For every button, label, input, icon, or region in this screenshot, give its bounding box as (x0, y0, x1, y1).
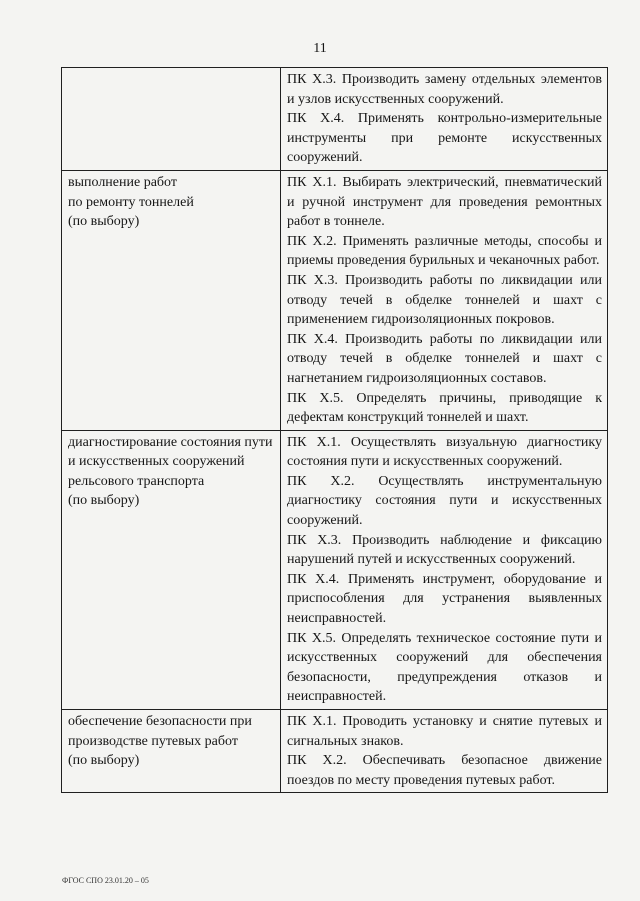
activity-line: (по выбору) (68, 753, 140, 769)
page-number: 11 (313, 41, 327, 56)
table-row (62, 68, 608, 171)
competency-item: ПК Х.1. Проводить установку и снятие путевых и сигнальных знаков. (287, 714, 602, 749)
activity-line: обеспечение безопасности при производстве путевых работ (68, 714, 252, 749)
competency-item: ПК Х.1. Выбирать электрический, пневматический и ручной инструмент для проведения ремонтных работ в тоннеле. (287, 174, 602, 230)
competencies-cell (281, 170, 608, 430)
competency-item: ПК Х.3. Производить наблюдение и фиксацию нарушений путей и искусственных сооружений. (287, 532, 602, 568)
competencies-cell (281, 430, 608, 709)
competency-table (61, 67, 608, 793)
competency-item: ПК Х.2. Применять различные методы, способы и приемы проведения бурильных и чеканочных работ. (287, 233, 602, 269)
table-row (62, 710, 608, 793)
activity-line: (по выбору) (68, 493, 140, 509)
competency-item: ПК Х.2. Обеспечивать безопасное движение поездов по месту проведения путевых работ. (287, 753, 602, 788)
activity-line: и искусственных сооружений рельсового транспорта (68, 454, 245, 489)
competency-item: ПК Х.4. Применять инструмент, оборудование и приспособления для устранения выявленных неисправностей. (287, 571, 602, 627)
activity-line: по ремонту тоннелей (68, 194, 194, 210)
activity-line: выполнение работ (68, 174, 177, 190)
competency-item: ПК Х.3. Производить замену отдельных элементов и узлов искусственных сооружений. (287, 72, 602, 107)
activity-cell (62, 430, 281, 709)
activity-line: (по выбору) (68, 214, 140, 230)
competency-item: ПК Х.2. Осуществлять инструментальную диагностику состояния пути и искусственных сооружений. (287, 473, 602, 529)
competencies-cell (281, 710, 608, 793)
footer-document-code: ФГОС СПО 23.01.20 – 05 (62, 876, 149, 885)
table-body (62, 68, 608, 793)
activity-cell (62, 68, 281, 171)
activity-cell (62, 170, 281, 430)
competency-item: ПК Х.1. Осуществлять визуальную диагностику состояния пути и искусственных сооружений. (287, 434, 602, 470)
activity-cell (62, 710, 281, 793)
competency-item: ПК Х.3. Производить работы по ликвидации или отводу течей в обделке тоннелей и шахт с применением гидроизоляционных покровов. (287, 272, 602, 328)
table-row (62, 430, 608, 709)
competencies-cell (281, 68, 608, 171)
competency-item: ПК Х.4. Применять контрольно-измерительные инструменты при ремонте искусственных сооружений. (287, 111, 602, 166)
table-row (62, 170, 608, 430)
competency-item: ПК Х.5. Определять причины, приводящие к дефектам конструкций тоннелей и шахт. (287, 390, 602, 426)
competency-item: ПК Х.5. Определять техническое состояние пути и искусственных сооружений для обеспечения безопасности, предупреждения отказов и неисправностей. (287, 630, 602, 705)
activity-line: диагностирование состояния пути (68, 434, 273, 450)
competency-item: ПК Х.4. Производить работы по ликвидации или отводу течей в обделке тоннелей и шахт с нагнетанием гидроизоляционных составов. (287, 331, 602, 386)
